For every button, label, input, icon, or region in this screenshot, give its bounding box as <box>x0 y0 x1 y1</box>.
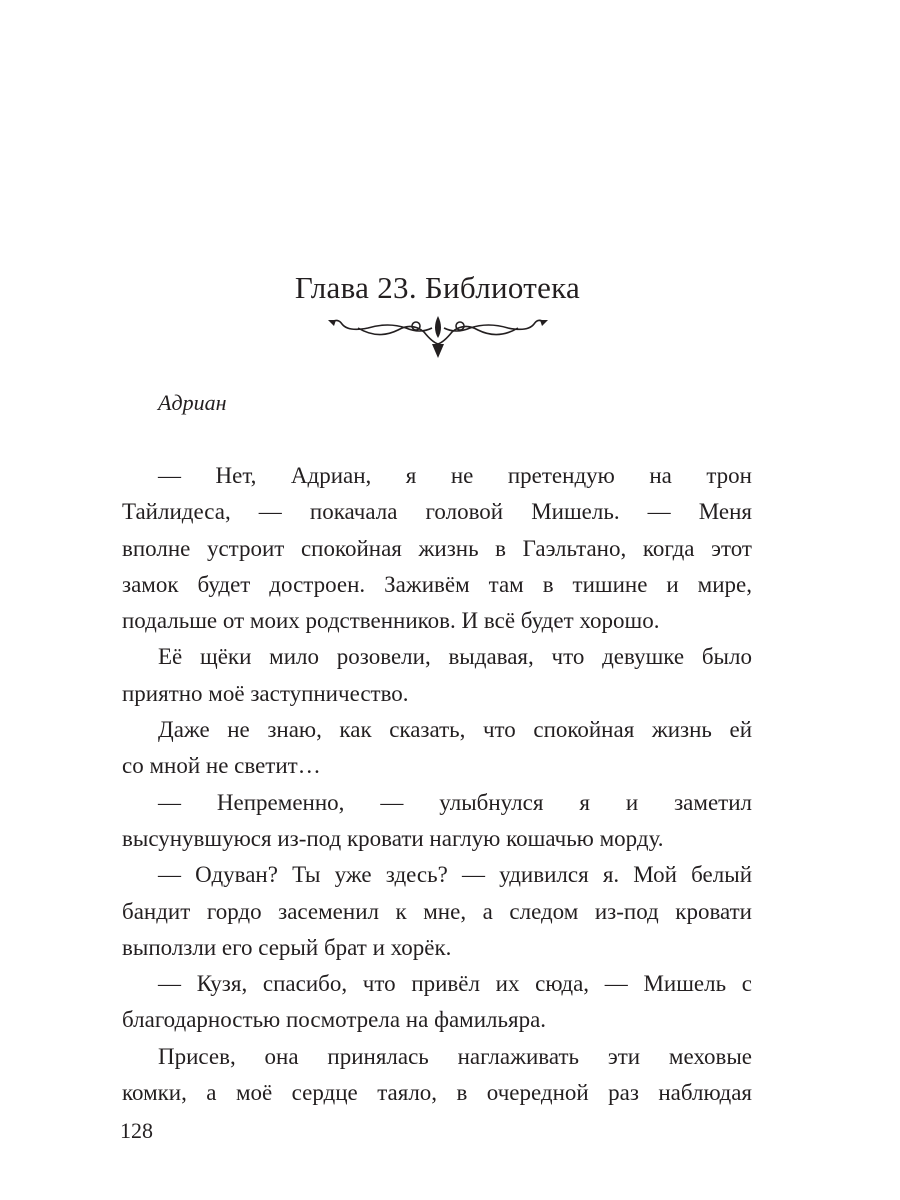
text-line: замок будет достроен. Заживём там в тишине и мире, <box>122 571 752 597</box>
text-line: приятно моё заступничество. <box>122 680 409 706</box>
text-line: Её щёки мило розовели, выдавая, что девушке было <box>158 644 752 670</box>
text-line: — Одуван? Ты уже здесь? — удивился я. Мой белый <box>158 862 752 888</box>
text-line: — Кузя, спасибо, что привёл их сюда, — Мишель с <box>158 971 752 997</box>
page-number: 128 <box>120 1118 153 1143</box>
text-line: — Непременно, — улыбнулся я и заметил <box>158 789 752 815</box>
text-line: высунувшуюся из-под кровати наглую кошачью морду. <box>122 825 664 851</box>
text-line: подальше от моих родственников. И всё будет хорошо. <box>122 608 660 634</box>
text-line: — Нет, Адриан, я не претендую на трон <box>158 463 752 488</box>
chapter-title: Глава 23. Библиотека <box>294 270 581 305</box>
text-line: комки, а моё сердце таяло, в очередной раз наблюдая <box>122 1080 752 1106</box>
text-line: благодарностью посмотрела на фамильяра. <box>122 1007 547 1033</box>
text-line: вполне устроит спокойная жизнь в Гаэльтано, когда этот <box>122 535 752 561</box>
paragraph <box>122 857 752 966</box>
paragraph <box>122 1039 752 1112</box>
decorative-flourish-icon <box>328 314 548 360</box>
paragraph <box>122 639 752 712</box>
text-line: со мной не светит… <box>122 753 321 779</box>
paragraph <box>122 458 752 639</box>
chapter-body <box>122 458 752 1111</box>
text-line: Даже не знаю, как сказать, что спокойная жизнь ей <box>158 717 752 743</box>
paragraph <box>122 712 752 785</box>
pov-character-label: Адриан <box>158 390 227 415</box>
text-line: выползли его серый брат и хорёк. <box>122 934 452 960</box>
paragraph <box>122 785 752 858</box>
text-line: Тайлидеса, — покачала головой Мишель. — Меня <box>122 499 752 525</box>
paragraph <box>122 966 752 1039</box>
text-line: бандит гордо засеменил к мне, а следом из-под кровати <box>122 898 752 924</box>
text-line: Присев, она принялась наглаживать эти меховые <box>158 1043 752 1069</box>
